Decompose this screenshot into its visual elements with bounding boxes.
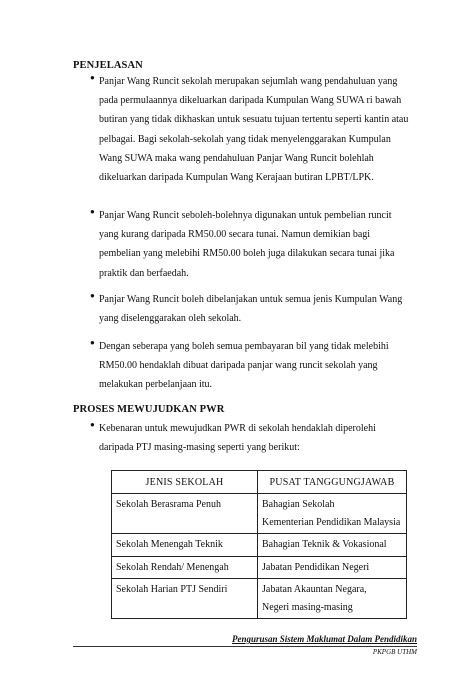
table-row — [112, 534, 407, 557]
pusat-line: Jabatan Akauntan Negara, — [262, 584, 367, 595]
ptj-table — [111, 470, 407, 619]
pusat-line: Kementerian Pendidikan Malaysia — [262, 516, 401, 528]
pusat-tanggungjawab-cell — [258, 534, 407, 557]
table-row — [112, 494, 407, 534]
column-header-jenis-sekolah: JENIS SEKOLAH — [112, 471, 258, 494]
bullet-icon: ● — [90, 420, 95, 429]
bullet-icon: ● — [90, 207, 95, 216]
footer-divider — [73, 646, 417, 647]
pusat-line: Bahagian Sekolah — [262, 499, 335, 510]
bullet-item — [90, 290, 409, 328]
pusat-line: Bahagian Teknik & Vokasional — [262, 539, 387, 550]
jenis-sekolah-cell: Sekolah Menengah Teknik — [112, 534, 258, 557]
bullet-item — [90, 337, 409, 395]
bullet-text: Panjar Wang Runcit boleh dibelanjakan untuk semua jenis Kumpulan Wang yang diselenggarakan oleh sekolah. — [99, 294, 403, 325]
section-heading-penjelasan: PENJELASAN — [73, 60, 143, 71]
pusat-tanggungjawab-cell — [258, 494, 407, 534]
bullet-icon: ● — [90, 338, 95, 347]
pusat-line: Jabatan Pendidikan Negeri — [262, 561, 370, 573]
pusat-tanggungjawab-cell — [258, 556, 407, 579]
bullet-text: Kebenaran untuk mewujudkan PWR di sekolah hendaklah diperolehi daripada PTJ masing-masing seperti yang berikut: — [99, 423, 376, 454]
jenis-sekolah-cell: Sekolah Berasrama Penuh — [112, 494, 258, 534]
bullet-text: Panjar Wang Runcit sekolah merupakan sejumlah wang pendahuluan yang pada permulaannya dikeluarkan daripada Kumpulan Wang SUWA ri bawah butiran yang tidak dikhaskan untuk sesuatu tujuan tertentu seperti kantin atau pelbagai. Bagi sekolah-sekolah yang tidak menyelenggarakan Kumpulan Wang SUWA maka wang pendahuluan Panjar Wang Runcit bolehlah dikeluarkan daripada Kumpulan Wang Kerajaan butiran LPBT/LPK. — [99, 76, 409, 184]
bullet-icon: ● — [90, 73, 95, 82]
section-heading-proses: PROSES MEWUJUDKAN PWR — [73, 404, 225, 415]
bullet-text: Panjar Wang Runcit seboleh-bolehnya digunakan untuk pembelian runcit yang kurang daripada RM50.00 secara tunai. Namun demikian bagi pembelian yang melebihi RM50.00 boleh juga dilakukan secara tunai jika praktik dan berfaedah. — [99, 210, 395, 279]
column-header-pusat-tanggungjawab: PUSAT TANGGUNGJAWAB — [258, 471, 407, 494]
bullet-icon: ● — [90, 291, 95, 300]
footer-title: Pengurusan Sistem Maklumat Dalam Pendidikan — [231, 634, 417, 644]
table-row — [112, 556, 407, 579]
pusat-tanggungjawab-cell — [258, 579, 407, 619]
footer-subtitle: PKPGB UTHM — [372, 648, 417, 656]
bullet-item — [90, 206, 409, 283]
bullet-item — [90, 72, 409, 187]
table-row — [112, 579, 407, 619]
table-header-row — [112, 471, 407, 494]
pusat-line: Negeri masing-masing — [262, 601, 353, 613]
jenis-sekolah-cell: Sekolah Rendah/ Menengah — [112, 556, 258, 579]
bullet-text: Dengan seberapa yang boleh semua pembayaran bil yang tidak melebihi RM50.00 hendaklah dibuat daripada panjar wang runcit sekolah yang melakukan perbelanjaan itu. — [99, 341, 389, 391]
jenis-sekolah-cell: Sekolah Harian PTJ Sendiri — [112, 579, 258, 619]
bullet-item — [90, 419, 409, 457]
